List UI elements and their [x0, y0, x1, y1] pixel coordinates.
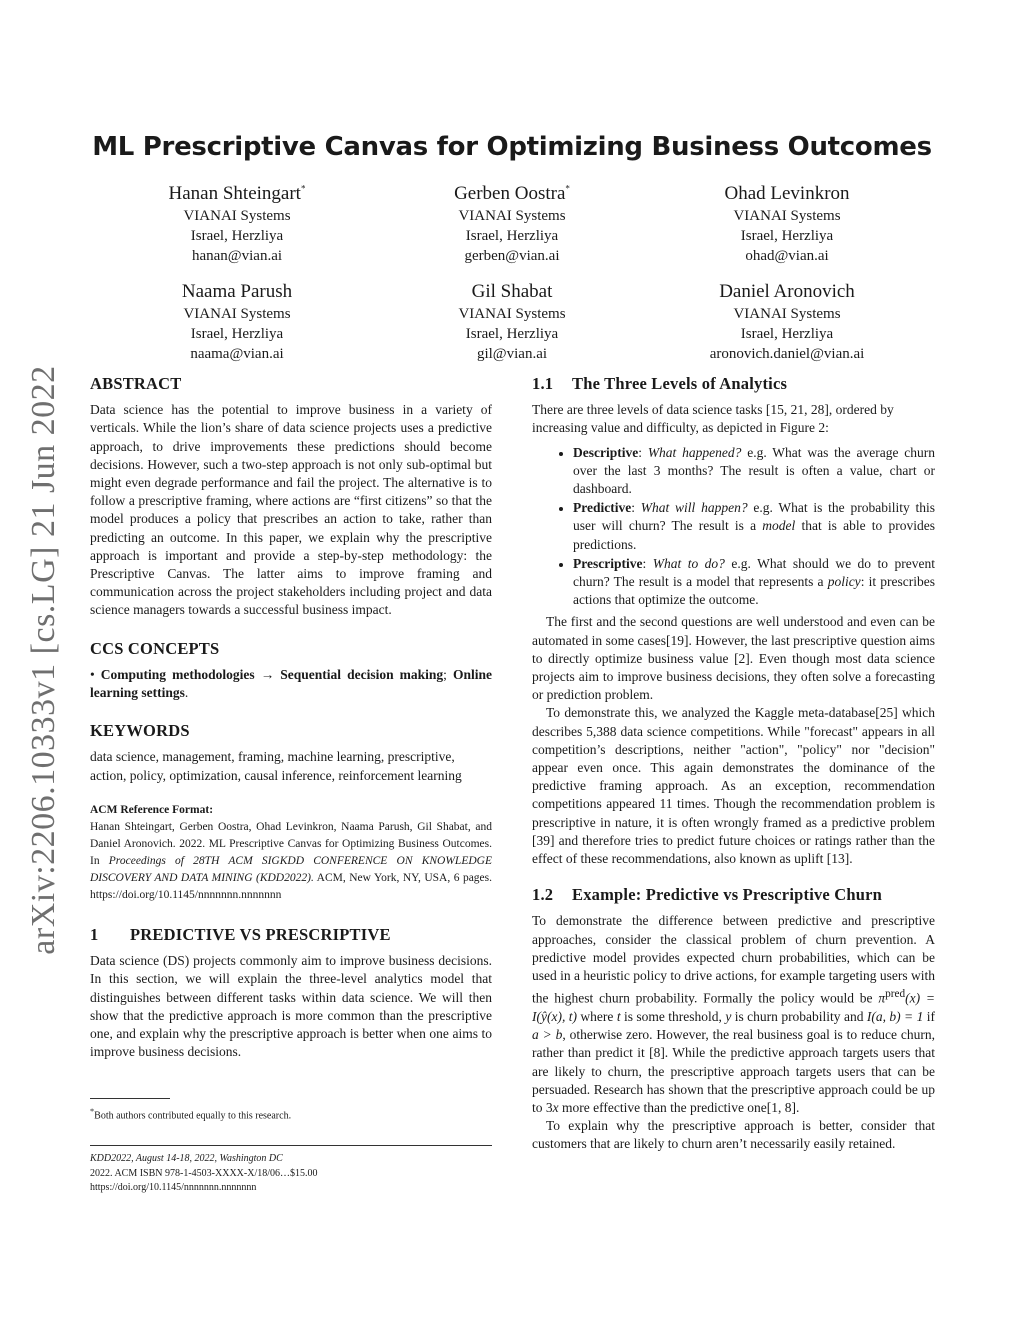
formula: (x) = I(ŷ(x), t) [532, 990, 935, 1024]
arxiv-sidebar [24, 360, 64, 960]
section-1-2-paragraph: To explain why the prescriptive approach is better, consider that customers that are likely to churn aren’t necessarily easily retained. [532, 1118, 935, 1152]
footnote-mark: * [90, 1107, 95, 1116]
equal-contribution-mark: * [300, 183, 306, 194]
text-run: where [577, 1009, 617, 1024]
conference-info [90, 1152, 492, 1167]
analytics-levels-list [532, 444, 935, 610]
section-title: PREDICTIVE VS PRESCRIPTIVE [130, 925, 391, 945]
author-name: Naama Parush [181, 281, 293, 302]
bullet-icon: • [90, 666, 95, 682]
abstract-heading: ABSTRACT [90, 374, 182, 393]
ccs-concept: Online learning settings [90, 666, 492, 701]
section-number: 1.1 [532, 374, 554, 393]
author-location: Israel, Herzliya [190, 326, 284, 342]
section-1-1-heading [532, 375, 935, 393]
acm-ref-venue: Proceedings of 28TH ACM SIGKDD CONFERENCE ON KNOWLEDGE DISCOVERY AND DATA MINING (KDD2022). [90, 855, 492, 885]
text-run: , otherwise zero. However, the real business goal is to reduce churn, rather than predict it [8]. While the predictive approach targets users that are likely to churn, the prescriptive approach targets users that can be persuaded. Research has shown that the prescriptive approach could be up to 3 [532, 1027, 935, 1116]
abstract-text: Data science has the potential to improve business in a variety of verticals. While the lion’s share of data science projects uses a predictive approach, to drive improvements these predictions should become decisions. However, such a two-step approach is not only sub-optimal but might even degrade performance and fail the project. The alternative is to follow a prescriptive framing, where actions are “first citizens” so that the model produces a policy that prescribes an action to take, rather than predicting an outcome. In this paper, we explain why the prescriptive approach is important and provide a step-by-step methodology: the Prescriptive Canvas. The latter aims to improve framing and communication across the project stakeholders including project and data science managers towards a successful business impact. [90, 402, 492, 618]
list-item-text: that is able to provides predictions. [573, 518, 935, 552]
list-item: • Descriptive: What happened? e.g. What was the average churn over the last 3 months? The result is often a value, chart or dashboard. [573, 444, 935, 499]
period: . [184, 685, 189, 701]
conference-isbn: 2022. ACM ISBN 978-1-4503-XXXX-X/18/06…$15.00 [90, 1167, 318, 1179]
author-card [382, 280, 642, 364]
author-name: Gil Shabat [471, 281, 553, 302]
author-org: VIANAI Systems [183, 208, 291, 224]
author-location: Israel, Herzliya [740, 326, 834, 342]
right-column [532, 375, 935, 1154]
author-name: Hanan Shteingart [168, 183, 301, 204]
list-item: • Predictive: What will happen? e.g. What is the probability this user will churn? The result is a model that is able to provides predictions. [573, 499, 935, 554]
ccs-concept: Computing methodologies [100, 666, 255, 682]
section-1-1-intro: There are three levels of data science tasks [15, 21, 28], ordered by increasing value and difficulty, as depicted in Figure 2: [532, 402, 894, 436]
left-column [90, 375, 492, 1061]
footnote-area [90, 1098, 492, 1196]
section-1-text: Data science (DS) projects commonly aim to improve business decisions. In this section, we will explain the three-level analytics model that distinguishes between different tasks within data science. We will then show that the predictive approach is more common than the prescriptive one, and explain why the prescriptive approach is better when one aims to improve business decisions. [90, 953, 492, 1060]
acm-ref-authors: Hanan Shteingart, Gerben Oostra, Ohad Levinkron, Naama Parush, Gil Shabat, and Daniel Aronovich. 2022. ML Prescriptive Canvas for Optimizing Business Outcomes. In [90, 821, 492, 868]
section-1-1-paragraph: To demonstrate this, we analyzed the Kaggle meta-database[25] which describes 5,388 data science competitions. While "forecast" appears in all competition’s descriptions, neither "action", "policy" nor "decision" appear even once. This again demonstrates the dominance of the predictive framing approach. As an exception, recommendation competitions appeared 11 times. Though the recommendation problem is prescriptive in nature, it is often wrongly framed as a predictive problem [39] and therefore tries to predict future choices or ratings rather than the effect of these recommendations, also known as uplift [13]. [532, 705, 935, 867]
list-item-text: e.g. What should we do to prevent churn? The result is a model that represents a [573, 555, 935, 590]
formula-superscript: pred [885, 988, 906, 1001]
conference-doi[interactable]: https://doi.org/10.1145/nnnnnnn.nnnnnnn [90, 1182, 257, 1194]
list-item-question: What to do? [652, 555, 725, 571]
list-item-emphasis: model [762, 518, 796, 534]
section-1-2-paragraph [532, 912, 935, 1117]
formula: I(a, b) = 1 [866, 1009, 924, 1024]
section-number: 1 [90, 925, 99, 945]
ccs-heading: CCS CONCEPTS [90, 638, 220, 658]
acm-ref-publisher[interactable]: ACM, New York, NY, USA, 6 pages. https://doi.org/10.1145/nnnnnnn.nnnnnnn [90, 872, 493, 902]
arxiv-identifier[interactable]: arXiv:2206.10333v1 [cs.LG] 21 Jun 2022 [25, 365, 62, 955]
list-item-term: Prescriptive [573, 555, 643, 571]
list-item-question: What will happen? [640, 500, 748, 516]
formula: y [725, 1009, 732, 1024]
footnote-text: Both authors contributed equally to this research. [94, 1110, 292, 1122]
arrow-icon: → [260, 666, 275, 682]
author-email[interactable]: gil@vian.ai [476, 346, 548, 362]
list-item-term: Descriptive [573, 444, 639, 460]
list-item-text: e.g. What is the probability this user will churn? The result is a [573, 500, 935, 534]
author-org: VIANAI Systems [183, 306, 291, 322]
conference-divider [90, 1145, 492, 1146]
text-run: more effective than the predictive one[1, 8]. [558, 1100, 800, 1116]
text-run: To demonstrate the difference between predictive and prescriptive approaches, consider the classical problem of churn prevention. A predictive model provides expected churn probabilities, which can be used in a heuristic policy to drive actions, for example targeting users with the highest churn probability. Formally the policy would be [532, 913, 935, 1006]
text-run: is churn probability and [731, 1009, 867, 1024]
author-card [107, 182, 367, 266]
author-name: Ohad Levinkron [724, 183, 850, 204]
author-card [657, 280, 917, 364]
list-item-text: e.g. What was the average churn over the last 3 months? The result is often a value, chart or dashboard. [573, 444, 935, 497]
ccs-concepts [90, 666, 492, 702]
author-location: Israel, Herzliya [465, 228, 559, 244]
section-title: Example: Predictive vs Prescriptive Churn [572, 885, 883, 905]
author-org: VIANAI Systems [458, 306, 566, 322]
footnote-divider [90, 1098, 170, 1099]
conference-venue: KDD2022, August 14-18, 2022, Washington DC [90, 1153, 283, 1165]
list-item-text: : it prescribes actions that optimize the outcome. [573, 574, 936, 608]
separator: ; [443, 666, 447, 682]
list-item-term: Predictive [573, 500, 632, 516]
formula: t [616, 1009, 621, 1024]
list-item-question: What happened? [647, 444, 742, 460]
author-email[interactable]: naama@vian.ai [190, 346, 284, 362]
keywords-text: data science, management, framing, machine learning, prescriptive, action, policy, optimization, causal inference, reinforcement learning [90, 749, 462, 783]
author-card [657, 182, 917, 266]
author-location: Israel, Herzliya [190, 228, 284, 244]
author-name: Daniel Aronovich [719, 281, 855, 302]
section-title: The Three Levels of Analytics [572, 374, 788, 393]
acm-ref-heading: ACM Reference Format: [90, 803, 214, 816]
author-card [382, 182, 642, 266]
keywords-heading: KEYWORDS [90, 721, 190, 741]
formula: a > b [532, 1027, 563, 1043]
author-org: VIANAI Systems [458, 208, 566, 224]
text-run: is some threshold, [620, 1009, 726, 1024]
paper-title: ML Prescriptive Canvas for Optimizing Business Outcomes [92, 132, 932, 162]
ccs-concept: Sequential decision making [280, 666, 444, 682]
author-email[interactable]: ohad@vian.ai [745, 248, 829, 264]
text-run: if [923, 1009, 935, 1024]
author-email[interactable]: gerben@vian.ai [464, 248, 560, 264]
author-org: VIANAI Systems [733, 208, 841, 224]
section-1-2-heading [532, 886, 935, 904]
author-card [107, 280, 367, 364]
formula: π [878, 990, 886, 1006]
list-item-emphasis: policy [827, 574, 861, 590]
author-location: Israel, Herzliya [465, 326, 559, 342]
author-org: VIANAI Systems [733, 306, 841, 322]
author-name: Gerben Oostra [454, 183, 566, 204]
author-email[interactable]: aronovich.daniel@vian.ai [709, 346, 865, 362]
section-1-heading [90, 926, 492, 944]
author-email[interactable]: hanan@vian.ai [191, 248, 283, 264]
section-1-1-paragraph: The first and the second questions are well understood and even can be automated in some cases[19]. However, the last prescriptive question aims to directly optimize business value [2]. Even though most data science projects aim to improve business decisions, they often solve a forecasting or prediction problem. [532, 614, 935, 703]
list-item: • Prescriptive: What to do? e.g. What should we do to prevent churn? The result is a model that represents a policy: it prescribes actions that optimize the outcome. [573, 555, 935, 610]
author-location: Israel, Herzliya [740, 228, 834, 244]
section-number: 1.2 [532, 885, 554, 905]
equal-contribution-mark: * [565, 183, 570, 194]
formula: x [552, 1100, 559, 1116]
acm-ref-text [90, 819, 492, 904]
footnote [90, 1105, 492, 1123]
